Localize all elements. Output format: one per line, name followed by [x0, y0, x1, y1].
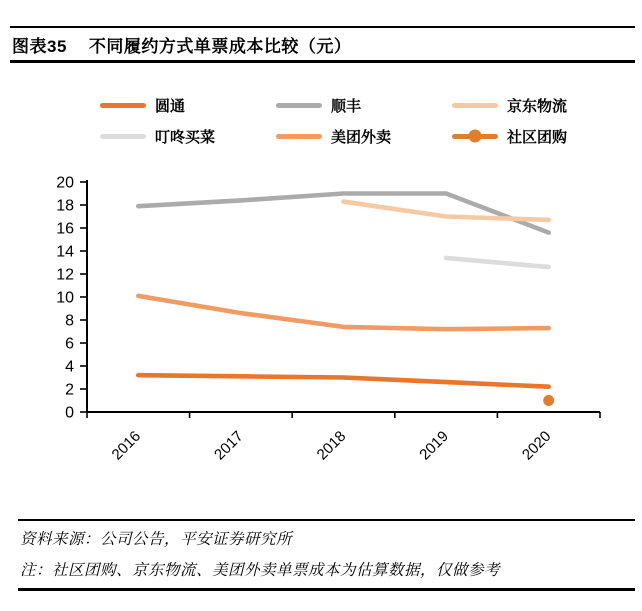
legend-line-swatch-icon: [100, 134, 146, 139]
legend-label: 圆通: [155, 97, 186, 115]
legend-item-dingdong: [100, 126, 276, 146]
x-tick-label: 2016: [108, 427, 145, 464]
x-tick-label: 2017: [211, 427, 247, 464]
legend-line-swatch-icon: [276, 103, 322, 108]
legend-dot-marker-icon: [469, 130, 482, 143]
legend-item-meituan: [276, 126, 452, 146]
y-tick-label: 8: [65, 312, 74, 330]
y-tick-label: 4: [65, 358, 74, 376]
chart-title: 不同履约方式单票成本比较（元）: [88, 37, 352, 56]
legend-line-swatch-icon: [100, 103, 146, 108]
title-bottom-rule: [10, 60, 635, 63]
legend-line-swatch-icon: [452, 134, 498, 139]
y-tick-label: 14: [56, 243, 74, 261]
y-tick-label: 12: [56, 266, 74, 284]
estimate-note: 注：社区团购、京东物流、美团外卖单票成本为估算数据，仅做参考: [20, 562, 501, 579]
source-note: 资料来源：公司公告，平安证券研究所: [20, 531, 293, 548]
legend-item-yuantong: [100, 95, 276, 115]
x-tick-label: 2019: [416, 427, 452, 464]
legend-label: 叮咚买菜: [155, 128, 216, 146]
y-tick-label: 0: [65, 404, 74, 422]
y-tick-label: 20: [56, 174, 74, 192]
legend-label: 京东物流: [507, 97, 568, 115]
legend-label: 美团外卖: [331, 128, 392, 146]
x-tick-label: 2020: [518, 427, 555, 464]
y-tick-label: 6: [65, 335, 74, 353]
y-tick-label: 2: [65, 381, 74, 399]
legend-item-shunfeng: [276, 95, 452, 115]
legend-line-swatch-icon: [276, 134, 322, 139]
cost-line-chart: [0, 160, 642, 480]
top-rule: [10, 26, 635, 28]
legend-item-shequ: [452, 126, 628, 146]
chart-legend: [100, 95, 628, 146]
legend-label: 顺丰: [331, 97, 362, 115]
y-tick-label: 18: [56, 197, 74, 215]
chart-number: 图表35: [12, 37, 67, 56]
x-tick-label: 2018: [313, 427, 350, 464]
series-line-美团外卖: [138, 296, 548, 329]
series-line-京东物流: [344, 202, 549, 220]
legend-item-jingdong: [452, 95, 628, 115]
footer-bottom-rule: [18, 588, 635, 591]
chart-area: [0, 160, 642, 480]
footer-top-rule: [18, 519, 635, 521]
series-line-叮咚买菜: [446, 258, 549, 267]
y-tick-label: 16: [56, 220, 74, 238]
y-tick-label: 10: [56, 289, 74, 307]
legend-line-swatch-icon: [452, 103, 498, 108]
page-title: [12, 32, 632, 57]
legend-label: 社区团购: [507, 128, 568, 146]
series-line-圆通: [138, 375, 548, 387]
series-point-社区团购: [543, 395, 554, 406]
